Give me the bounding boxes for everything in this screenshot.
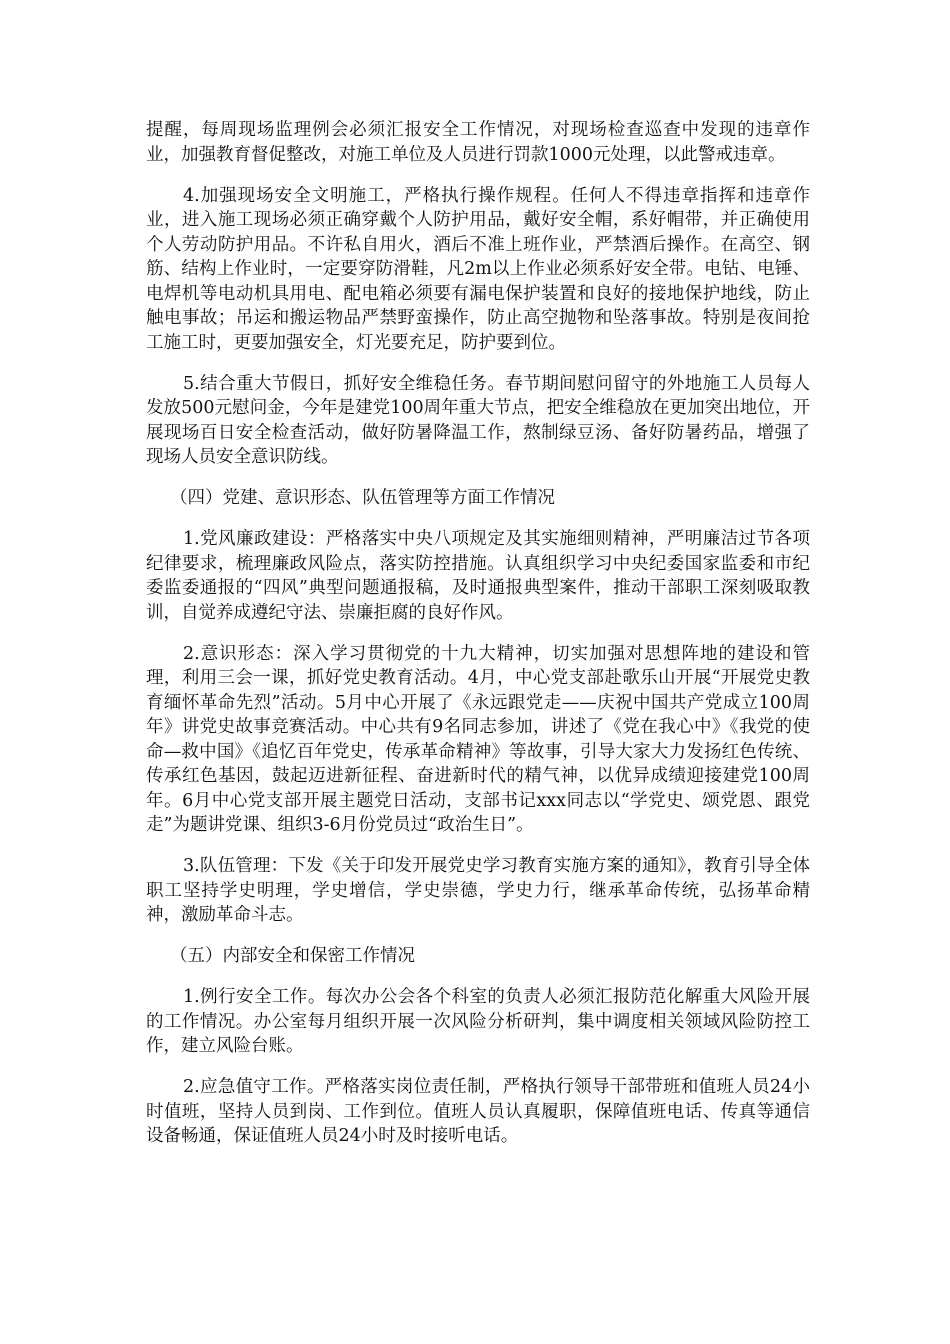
paragraph-continuation: 提醒，每周现场监理例会必须汇报安全工作情况，对现场检查巡查中发现的违章作业，加强教育督促整改，对施工单位及人员进行罚款1000元处理，以此警戒违章。 <box>146 120 810 165</box>
paragraph-site-safety: 4.加强现场安全文明施工，严格执行操作规程。任何人不得违章指挥和违章作业，进入施工现场必须正确穿戴个人防护用品，戴好安全帽，系好帽带，并正确使用个人劳动防护用品。不许私自用火，酒后不准上班作业，严禁酒后操作。在高空、钢筋、结构上作业时，一定要穿防滑鞋，凡2m以上作业必须系好安全带。电钻、电锤、电焊机等电动机具用电、配电箱必须要有漏电保护装置和良好的接地保护地线，防止触电事故；吊运和搬运物品严禁野蛮操作，防止高空抛物和坠落事故。特别是夜间抢工施工时，更要加强安全，灯光要充足，防护要到位。 <box>146 185 810 353</box>
paragraph-team-management: 3.队伍管理：下发《关于印发开展党史学习教育实施方案的通知》，教育引导全体职工坚持学史明理，学史增信，学史崇德，学史力行，继承革命传统，弘扬革命精神，激励革命斗志。 <box>146 856 810 925</box>
document-page <box>146 118 810 1165</box>
paragraph-emergency-duty: 2.应急值守工作。严格落实岗位责任制，严格执行领导干部带班和值班人员24小时值班，坚持人员到岗、工作到位。值班人员认真履职，保障值班电话、传真等通信设备畅通，保证值班人员24小时及时接听电话。 <box>146 1077 810 1146</box>
paragraph-routine-safety: 1.例行安全工作。每次办公会各个科室的负责人必须汇报防范化解重大风险开展的工作情况。办公室每月组织开展一次风险分析研判，集中调度相关领域风险防控工作，建立风险台账。 <box>146 987 810 1056</box>
paragraph-ideology: 2.意识形态：深入学习贯彻党的十九大精神，切实加强对思想阵地的建设和管理，利用三会一课，抓好党史教育活动。4月，中心党支部赴歌乐山开展“开展党史教育缅怀革命先烈”活动。5月中心开展了《永远跟党走——庆祝中国共产党成立100周年》讲党史故事竞赛活动。中心共有9名同志参加，讲述了《党在我心中》《我党的使命—救中国》《追忆百年党史，传承革命精神》等故事，引导大家大力发扬红色传统、传承红色基因，鼓起迈进新征程、奋进新时代的精气神，以优异成绩迎接建党100周年。6月中心党支部开展主题党日活动，支部书记xxx同志以“学党史、颂党恩、跟党走”为题讲党课、组织3-6月份党员过“政治生日”。 <box>146 643 810 835</box>
section-heading-party-building: （四）党建、意识形态、队伍管理等方面工作情况 <box>170 488 555 508</box>
paragraph-integrity: 1.党风廉政建设：严格落实中央八项规定及其实施细则精神，严明廉洁过节各项纪律要求，梳理廉政风险点，落实防控措施。认真组织学习中央纪委国家监委和市纪委监委通报的“四风”典型问题通报稿，及时通报典型案件，推动干部职工深刻吸取教训，自觉养成遵纪守法、崇廉拒腐的良好作风。 <box>146 529 810 623</box>
paragraph-holiday-stability: 5.结合重大节假日，抓好安全维稳任务。春节期间慰问留守的外地施工人员每人发放500元慰问金，今年是建党100周年重大节点，把安全维稳放在更加突出地位，开展现场百日安全检查活动，做好防暑降温工作，熬制绿豆汤、备好防暑药品，增强了现场人员安全意识防线。 <box>146 373 810 467</box>
section-heading-internal-security: （五）内部安全和保密工作情况 <box>170 946 415 966</box>
